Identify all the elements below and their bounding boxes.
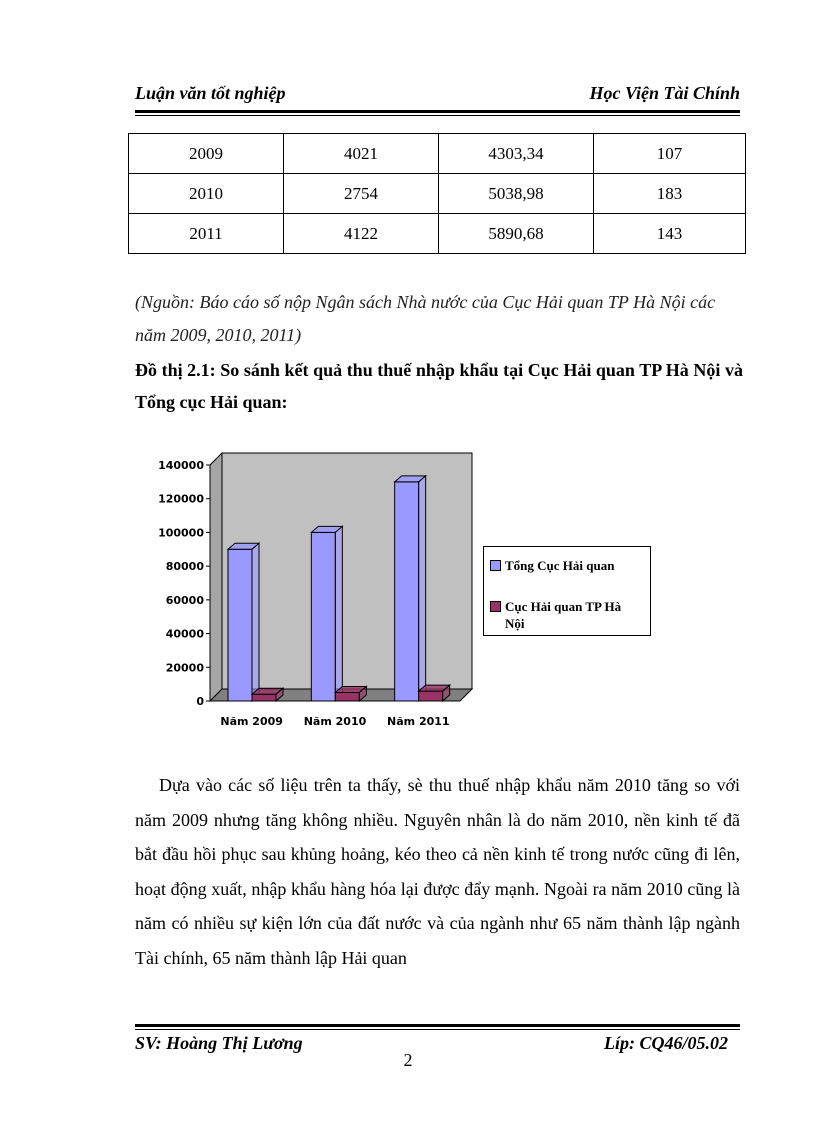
table-cell: 2754 — [284, 174, 439, 214]
table-cell: 107 — [594, 134, 746, 174]
body-text — [135, 768, 740, 975]
y-tick-label: 140000 — [158, 459, 204, 472]
y-tick-label: 100000 — [158, 526, 204, 540]
revenue-table — [128, 133, 746, 254]
y-tick-label: 40000 — [165, 627, 204, 641]
y-tick-label: 120000 — [158, 492, 204, 506]
table-row — [129, 174, 746, 214]
y-tick-label: 20000 — [165, 661, 204, 675]
header-rule-thin — [135, 115, 740, 116]
x-tick-label: Năm 2011 — [387, 715, 450, 728]
bar-tong-cuc — [228, 549, 252, 701]
bar-tong-cuc — [311, 532, 335, 701]
source-note: (Nguồn: Báo cáo số nộp Ngân sách Nhà nước của Cục Hải quan TP Hà Nội các năm 2009, 2010, 2011) — [135, 292, 716, 345]
x-tick-label: Năm 2009 — [220, 715, 283, 728]
header-rule-thick — [135, 110, 740, 113]
chart-heading: Đồ thị 2.1: So sánh kết quả thu thuế nhập khẩu tại Cục Hải quan TP Hà Nội và Tổng cục Hải quan: — [135, 360, 743, 412]
chart-container — [140, 450, 660, 740]
header-thesis-title: Luận văn tốt nghiệp — [135, 83, 286, 103]
table-cell: 183 — [594, 174, 746, 214]
bar-tong-cuc — [395, 482, 419, 701]
bar-tong-cuc-side — [419, 476, 426, 701]
bar-chart — [140, 450, 480, 740]
chart-legend — [483, 546, 651, 636]
legend-label: Tổng Cục Hải quan — [505, 558, 615, 573]
x-tick-label: Năm 2010 — [303, 715, 367, 728]
header-institution: Học Viện Tài Chính — [589, 83, 740, 103]
page-number: 2 — [403, 1050, 413, 1070]
table-cell: 143 — [594, 214, 746, 254]
bar-tong-cuc-side — [252, 543, 259, 701]
bar-cuc-ha-noi — [335, 693, 359, 701]
footer-class: Líp: CQ46/05.02 — [604, 1033, 728, 1053]
table-cell: 2011 — [129, 214, 284, 254]
legend-swatch — [490, 601, 501, 612]
table-cell: 4021 — [284, 134, 439, 174]
bar-cuc-ha-noi — [419, 691, 443, 701]
footer-rule-thin — [135, 1029, 740, 1030]
table-cell: 4303,34 — [439, 134, 594, 174]
table-row — [129, 214, 746, 254]
table-cell: 5038,98 — [439, 174, 594, 214]
page-header — [135, 80, 740, 110]
footer-student: SV: Hoàng Thị Lương — [135, 1033, 303, 1053]
y-tick-label: 0 — [196, 695, 204, 708]
table-cell: 2009 — [129, 134, 284, 174]
legend-label: Cục Hải quan TP Hà Nội — [505, 599, 622, 631]
table-row — [129, 134, 746, 174]
bar-cuc-ha-noi — [252, 694, 276, 701]
footer-rule-thick — [135, 1024, 740, 1027]
body-paragraph: Dựa vào các số liệu trên ta thấy, sè thu thuế nhập khẩu năm 2010 tăng so với năm 2009 nhưng tăng không nhiều. Nguyên nhân là do năm 2010, nền kinh tế đã bắt đầu hồi phục sau khủng hoảng, kéo theo cả nền kinh tế trong nước cũng đi lên, hoạt động xuất, nhập khẩu hàng hóa lại được đẩy mạnh. Ngoài ra năm 2010 cũng là năm có nhiều sự kiện lớn của đất nước và của ngành như 65 năm thành lập ngành Tài chính, 65 năm thành lập Hải quan — [135, 775, 740, 968]
table-cell: 4122 — [284, 214, 439, 254]
table-cell: 5890,68 — [439, 214, 594, 254]
bar-tong-cuc-side — [335, 526, 342, 701]
table-cell: 2010 — [129, 174, 284, 214]
y-tick-label: 80000 — [165, 560, 204, 574]
plot-side-wall — [210, 453, 222, 701]
legend-swatch — [490, 560, 501, 571]
y-tick-label: 60000 — [165, 593, 204, 607]
